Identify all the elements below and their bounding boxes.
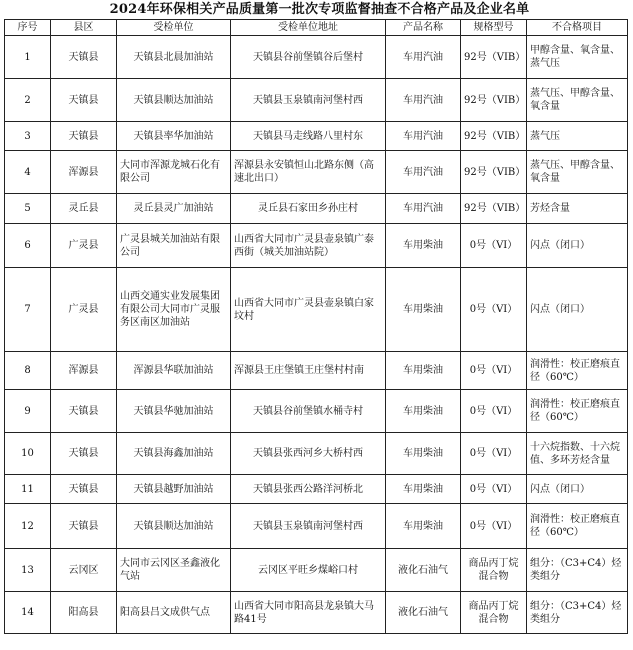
- cell-spec: 0号（VI）: [461, 504, 527, 549]
- cell-spec: 商品丙丁烷混合物: [461, 549, 527, 592]
- cell-spec: 0号（VI）: [461, 390, 527, 433]
- cell-address: 灵丘县石家田乡孙庄村: [231, 194, 386, 224]
- cell-unit: 天镇县率华加油站: [117, 122, 231, 151]
- cell-items: 十六烷指数、十六烷值、多环芳烃含量: [527, 433, 628, 475]
- cell-spec: 92号（VIB）: [461, 151, 527, 194]
- cell-product: 车用汽油: [386, 151, 461, 194]
- cell-no: 11: [5, 475, 51, 504]
- cell-spec: 92号（VIB）: [461, 122, 527, 151]
- cell-county: 浑源县: [51, 151, 117, 194]
- cell-product: 车用柴油: [386, 352, 461, 390]
- cell-product: 车用柴油: [386, 475, 461, 504]
- cell-items: 润滑性：校正磨痕直径（60℃）: [527, 390, 628, 433]
- cell-no: 10: [5, 433, 51, 475]
- table-row: [5, 36, 628, 79]
- cell-unit: 浑源县华联加油站: [117, 352, 231, 390]
- document-title: 2024年环保相关产品质量第一批次专项监督抽查不合格产品及企业名单: [109, 2, 530, 17]
- cell-items: 润滑性：校正磨痕直径（60℃）: [527, 352, 628, 390]
- cell-product: 车用柴油: [386, 390, 461, 433]
- cell-items: 甲醇含量、氧含量、蒸气压: [527, 36, 628, 79]
- cell-items: 蒸气压、甲醇含量、氧含量: [527, 151, 628, 194]
- cell-address: 浑源县王庄堡镇王庄堡村村南: [231, 352, 386, 390]
- cell-county: 阳高县: [51, 592, 117, 634]
- cell-items: 闪点（闭口）: [527, 224, 628, 268]
- cell-county: 广灵县: [51, 224, 117, 268]
- cell-county: 天镇县: [51, 79, 117, 122]
- cell-county: 天镇县: [51, 122, 117, 151]
- header-spec: 规格型号: [461, 20, 527, 36]
- cell-product: 车用汽油: [386, 79, 461, 122]
- cell-items: 蒸气压: [527, 122, 628, 151]
- table-row: [5, 475, 628, 504]
- cell-product: 车用汽油: [386, 36, 461, 79]
- cell-unit: 天镇县华驰加油站: [117, 390, 231, 433]
- header-address: 受检单位地址: [231, 20, 386, 36]
- header-no: 序号: [5, 20, 51, 36]
- cell-product: 液化石油气: [386, 549, 461, 592]
- cell-county: 天镇县: [51, 475, 117, 504]
- table-row: [5, 224, 628, 268]
- cell-product: 车用汽油: [386, 122, 461, 151]
- cell-items: 组分：（C3+C4）烃类组分: [527, 592, 628, 634]
- cell-address: 天镇县谷前堡镇谷后堡村: [231, 36, 386, 79]
- table-row: [5, 592, 628, 634]
- cell-unit: 天镇县顺达加油站: [117, 79, 231, 122]
- header-row: [5, 20, 628, 36]
- header-unit: 受检单位: [117, 20, 231, 36]
- cell-product: 车用汽油: [386, 194, 461, 224]
- cell-unit: 大同市浑源龙城石化有限公司: [117, 151, 231, 194]
- cell-address: 天镇县谷前堡镇水桶寺村: [231, 390, 386, 433]
- cell-address: 山西省大同市广灵县壶泉镇白家坟村: [231, 268, 386, 352]
- cell-no: 2: [5, 79, 51, 122]
- cell-items: 组分：（C3+C4）烃类组分: [527, 549, 628, 592]
- header-product: 产品名称: [386, 20, 461, 36]
- cell-product: 车用柴油: [386, 224, 461, 268]
- cell-no: 14: [5, 592, 51, 634]
- cell-unit: 天镇县顺达加油站: [117, 504, 231, 549]
- cell-items: 蒸气压、甲醇含量、氧含量: [527, 79, 628, 122]
- cell-address: 天镇县玉泉镇南河堡村西: [231, 504, 386, 549]
- table-row: [5, 390, 628, 433]
- cell-county: 天镇县: [51, 504, 117, 549]
- cell-county: 天镇县: [51, 390, 117, 433]
- cell-no: 9: [5, 390, 51, 433]
- cell-items: 闪点（闭口）: [527, 268, 628, 352]
- cell-no: 3: [5, 122, 51, 151]
- cell-county: 浑源县: [51, 352, 117, 390]
- cell-address: 天镇县张西公路洋河桥北: [231, 475, 386, 504]
- table-row: [5, 194, 628, 224]
- cell-no: 5: [5, 194, 51, 224]
- results-table: [4, 19, 628, 634]
- cell-no: 8: [5, 352, 51, 390]
- cell-county: 广灵县: [51, 268, 117, 352]
- cell-unit: 大同市云冈区圣鑫液化气站: [117, 549, 231, 592]
- cell-spec: 0号（VI）: [461, 433, 527, 475]
- cell-items: 芳烃含量: [527, 194, 628, 224]
- cell-unit: 灵丘县灵广加油站: [117, 194, 231, 224]
- cell-unit: 阳高县吕文成供气点: [117, 592, 231, 634]
- cell-address: 浑源县永安镇恒山北路东侧（高速北出口）: [231, 151, 386, 194]
- cell-product: 液化石油气: [386, 592, 461, 634]
- cell-product: 车用柴油: [386, 504, 461, 549]
- cell-unit: 天镇县海鑫加油站: [117, 433, 231, 475]
- cell-unit: 广灵县城关加油站有限公司: [117, 224, 231, 268]
- cell-address: 天镇县张西河乡大桥村西: [231, 433, 386, 475]
- cell-county: 灵丘县: [51, 194, 117, 224]
- table-row: [5, 122, 628, 151]
- table-row: [5, 79, 628, 122]
- cell-spec: 商品丙丁烷混合物: [461, 592, 527, 634]
- cell-address: 山西省大同市阳高县龙泉镇大马路41号: [231, 592, 386, 634]
- table-row: [5, 151, 628, 194]
- cell-county: 云冈区: [51, 549, 117, 592]
- cell-county: 天镇县: [51, 36, 117, 79]
- cell-no: 7: [5, 268, 51, 352]
- cell-product: 车用柴油: [386, 268, 461, 352]
- cell-no: 13: [5, 549, 51, 592]
- cell-address: 云冈区平旺乡煤峪口村: [231, 549, 386, 592]
- cell-spec: 0号（VI）: [461, 475, 527, 504]
- cell-spec: 92号（VIB）: [461, 36, 527, 79]
- table-row: [5, 433, 628, 475]
- cell-address: 天镇县马走线路八里村东: [231, 122, 386, 151]
- cell-unit: 山西交通实业发展集团有限公司大同市广灵服务区南区加油站: [117, 268, 231, 352]
- cell-spec: 0号（VI）: [461, 268, 527, 352]
- table-row: [5, 549, 628, 592]
- cell-address: 天镇县玉泉镇南河堡村西: [231, 79, 386, 122]
- header-items: 不合格项目: [527, 20, 628, 36]
- cell-unit: 天镇县北晨加油站: [117, 36, 231, 79]
- cell-spec: 92号（VIB）: [461, 79, 527, 122]
- cell-spec: 92号（VIB）: [461, 194, 527, 224]
- cell-address: 山西省大同市广灵县壶泉镇广泰西街（城关加油站院）: [231, 224, 386, 268]
- cell-county: 天镇县: [51, 433, 117, 475]
- table-row: [5, 504, 628, 549]
- cell-no: 12: [5, 504, 51, 549]
- cell-unit: 天镇县越野加油站: [117, 475, 231, 504]
- cell-spec: 0号（VI）: [461, 224, 527, 268]
- cell-no: 4: [5, 151, 51, 194]
- cell-spec: 0号（VI）: [461, 352, 527, 390]
- cell-items: 闪点（闭口）: [527, 475, 628, 504]
- cell-no: 6: [5, 224, 51, 268]
- header-county: 县区: [51, 20, 117, 36]
- cell-product: 车用柴油: [386, 433, 461, 475]
- table-row: [5, 352, 628, 390]
- cell-no: 1: [5, 36, 51, 79]
- table-row: [5, 268, 628, 352]
- cell-items: 润滑性：校正磨痕直径（60℃）: [527, 504, 628, 549]
